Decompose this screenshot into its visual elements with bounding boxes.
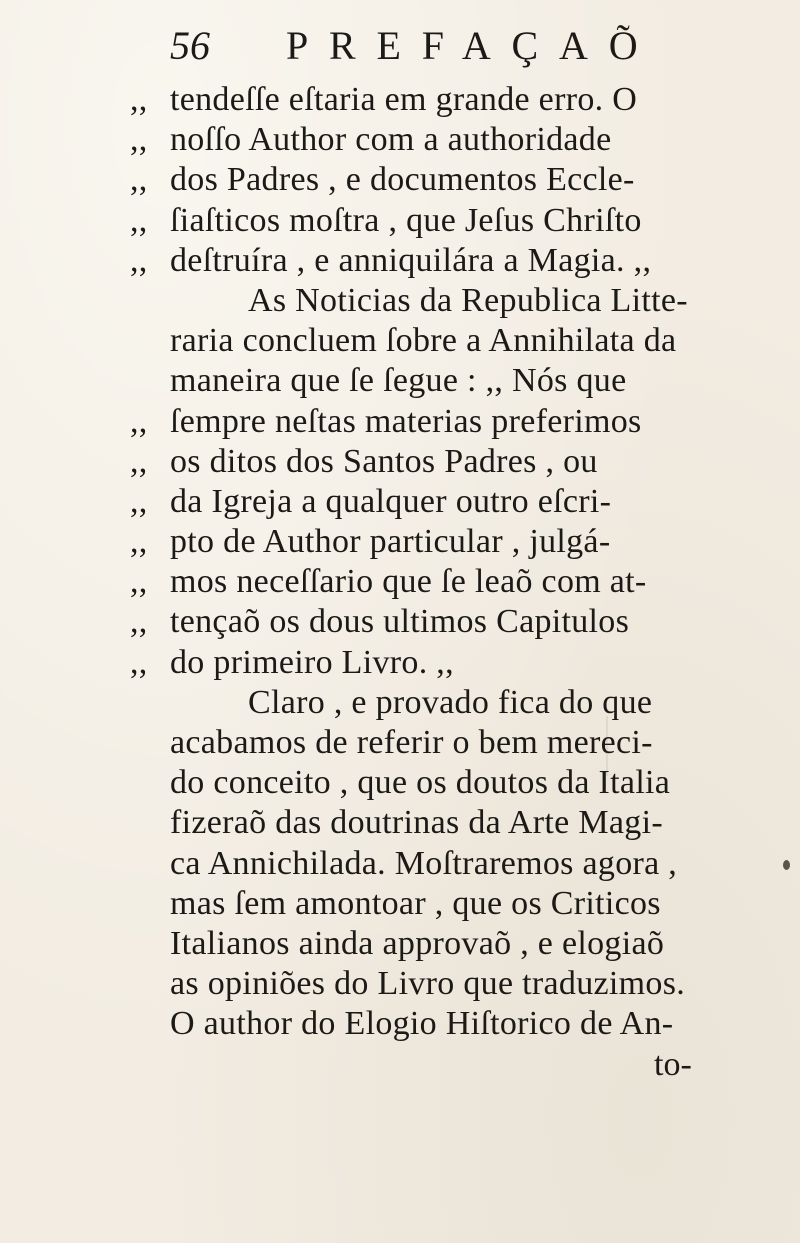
text-line: [130, 844, 770, 884]
line-text: ca Annichilada. Moſtraremos agora ,: [170, 844, 678, 882]
line-text: acabamos de referir o bem mereci-: [170, 724, 653, 761]
text-line: [130, 562, 770, 602]
text-line: [130, 201, 770, 241]
line-text: do conceito , que os doutos da Italia: [170, 764, 671, 802]
catchword: to-: [654, 1045, 692, 1083]
line-text: tençaõ os dous ultimos Capitulos: [170, 603, 630, 641]
quote-mark: ,,: [130, 442, 148, 480]
line-text: As Noticias da Republica Litte-: [248, 281, 688, 319]
text-line: [130, 442, 770, 482]
text-line: [130, 361, 770, 401]
paper-crease: [606, 716, 608, 776]
line-text: tendeſſe eſtaria em grande erro. O: [170, 81, 638, 118]
page-header: [0, 14, 800, 66]
running-head: PREFAÇAÕ: [286, 23, 659, 68]
line-text: deſtruíra , e anniquilára a Magia. ,,: [170, 241, 652, 279]
text-line: [130, 321, 770, 361]
line-text: dos Padres , e documentos Eccle-: [170, 161, 635, 199]
body-text: [130, 80, 770, 1085]
quote-mark: ,,: [130, 402, 148, 440]
quote-mark: ,,: [130, 201, 148, 239]
text-line: [130, 120, 770, 160]
text-line: [130, 723, 770, 763]
line-text: os ditos dos Santos Padres , ou: [170, 442, 598, 480]
line-text: do primeiro Livro. ,,: [170, 643, 454, 681]
quote-mark: ,,: [130, 603, 148, 641]
text-line: [130, 683, 770, 723]
text-line: [130, 964, 770, 1004]
line-text: ſiaſticos moſtra , que Jeſus Chriſto: [170, 201, 642, 239]
text-line: [130, 482, 770, 522]
line-text: mos neceſſario que ſe leaõ com at-: [170, 563, 647, 601]
quote-mark: ,,: [130, 523, 148, 561]
line-text: da Igreja a qualquer outro eſcri-: [170, 482, 612, 520]
line-text: maneira que ſe ſegue : ,, Nós que: [170, 362, 627, 400]
line-text: noſſo Author com a authoridade: [170, 121, 612, 159]
quote-mark: ,,: [130, 121, 148, 159]
line-text: raria concluem ſobre a Annihilata da: [170, 322, 677, 360]
quote-mark: ,,: [130, 643, 148, 681]
quote-mark: ,,: [130, 161, 148, 199]
quote-mark: ,,: [130, 241, 148, 279]
text-line: [130, 643, 770, 683]
quote-mark: ,,: [130, 81, 148, 118]
text-line: [130, 80, 770, 120]
text-line: [130, 241, 770, 281]
line-text: Claro , e provado fica do que: [248, 683, 653, 721]
text-line: [130, 1004, 770, 1044]
quote-mark: ,,: [130, 563, 148, 601]
text-line: [130, 763, 770, 803]
text-line: [130, 602, 770, 642]
line-text: Italianos ainda approvaõ , e elogiaõ: [170, 924, 665, 962]
text-line: [130, 924, 770, 964]
line-text: ſempre neſtas materias preferimos: [170, 402, 642, 440]
text-line: [130, 160, 770, 200]
text-line: [130, 402, 770, 442]
page-number: 56: [170, 23, 210, 68]
ink-spot: [783, 860, 790, 870]
line-text: fizeraõ das doutrinas da Arte Magi-: [170, 804, 663, 842]
line-text: pto de Author particular , julgá-: [170, 523, 611, 561]
text-line: [130, 803, 770, 843]
text-line: [130, 281, 770, 321]
line-text: O author do Elogio Hiſtorico de An-: [170, 1005, 674, 1043]
catchword-line: [130, 1045, 770, 1085]
line-text: mas ſem amontoar , que os Criticos: [170, 884, 661, 922]
quote-mark: ,,: [130, 482, 148, 520]
text-line: [130, 522, 770, 562]
line-text: as opiniões do Livro que traduzimos.: [170, 965, 686, 1003]
text-line: [130, 884, 770, 924]
